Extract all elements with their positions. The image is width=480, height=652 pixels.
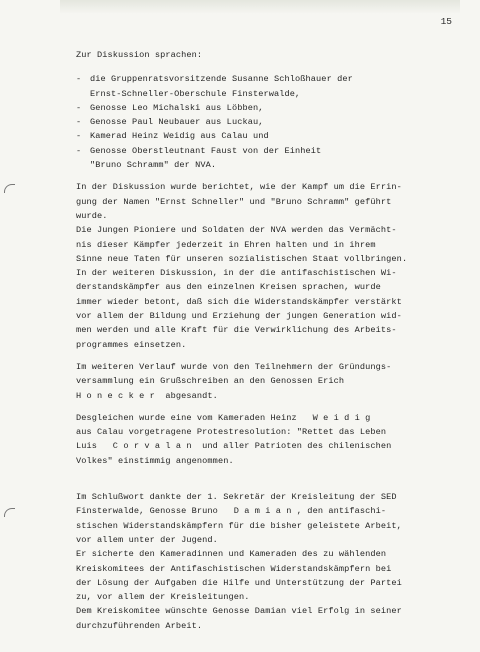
text-line: Dem Kreiskomitee wünschte Genosse Damian viel Erfolg in seiner <box>76 606 402 617</box>
text-line: Kreiskomitees der Antifaschistischen Widerstandskämpfern bei <box>76 563 392 574</box>
paragraph-greeting <box>76 360 456 403</box>
list-item: - die Gruppenratsvorsitzende Susanne Schloßhauer der <box>76 74 353 85</box>
text-line: men werden und alle Kraft für die Verwirklichung des Arbeits- <box>76 325 397 336</box>
paragraph-resolution <box>76 411 456 468</box>
text-line: vor allem unter der Jugend. <box>76 534 218 545</box>
text-line: In der Diskussion wurde berichtet, wie der Kampf um die Errin- <box>76 182 402 193</box>
text-line: Luis C o r v a l a n und aller Patrioten des chilenischen <box>76 441 392 452</box>
text-line: Im Schlußwort dankte der 1. Sekretär der Kreisleitung der SED <box>76 492 397 503</box>
text-line: Desgleichen wurde eine vom Kameraden Heinz W e i d i g <box>76 412 371 423</box>
paragraph-discussion <box>76 180 456 352</box>
text-line: versammlung ein Grußschreiben an den Genossen Erich <box>76 376 345 387</box>
list-item: - Genosse Leo Michalski aus Löbben, <box>76 102 264 113</box>
text-line: aus Calau vorgetragene Protestresolution: "Rettet das Leben <box>76 427 387 438</box>
text-line: durchzuführenden Arbeit. <box>76 620 203 631</box>
text-line: Im weiteren Verlauf wurde von den Teilnehmern der Gründungs- <box>76 361 392 372</box>
text-line: Er sicherte den Kameradinnen und Kameraden des zu wählenden <box>76 549 387 560</box>
text-line: Volkes" einstimmig angenommen. <box>76 455 234 466</box>
list-item: - Genosse Oberstleutnant Faust von der Einheit <box>76 145 322 156</box>
text-line: derstandskämpfer aus den einzelnen Kreisen sprachen, wurde <box>76 282 381 293</box>
punch-hole-mark <box>4 184 15 193</box>
paragraph-closing <box>76 490 456 633</box>
text-line: Die Jungen Pioniere und Soldaten der NVA werden das Vermächt- <box>76 225 397 236</box>
text-line: gung der Namen "Ernst Schneller" und "Bruno Schramm" geführt <box>76 196 392 207</box>
text-line: Sinne neue Taten für unseren sozialistischen Staat vollbringen. <box>76 253 408 264</box>
punch-hole-mark <box>4 508 15 517</box>
page-number: 15 <box>440 16 452 27</box>
text-line: wurde. <box>76 210 108 221</box>
text-line: vor allem der Bildung und Erziehung der jungen Generation wid- <box>76 311 402 322</box>
list-item: - Kamerad Heinz Weidig aus Calau und <box>76 131 269 142</box>
list-item: - Genosse Paul Neubauer aus Luckau, <box>76 117 264 128</box>
scan-edge-shading <box>60 0 460 14</box>
text-line: programmes einsetzen. <box>76 339 187 350</box>
text-line: H o n e c k e r abgesandt. <box>76 390 218 401</box>
speaker-list <box>76 72 456 172</box>
document-body <box>76 48 456 633</box>
text-line: zu, vor allem der Kreisleitungen. <box>76 592 250 603</box>
list-item-continuation: "Bruno Schramm" der NVA. <box>90 160 217 171</box>
text-line: nis dieser Kämpfer jederzeit in Ehren halten und in ihrem <box>76 239 376 250</box>
text-line: In der weiteren Diskussion, in der die antifaschistischen Wi- <box>76 268 397 279</box>
text-line: immer wieder betont, daß sich die Widerstandskämpfer verstärkt <box>76 296 402 307</box>
text-line: stischen Widerstandskämpfern für die bisher geleistete Arbeit, <box>76 520 402 531</box>
section-heading: Zur Diskussion sprachen: <box>76 50 203 60</box>
text-line: Finsterwalde, Genosse Bruno D a m i a n , den antifaschi- <box>76 506 387 517</box>
text-line: der Lösung der Aufgaben die Hilfe und Unterstützung der Partei <box>76 577 402 588</box>
list-item-continuation: Ernst-Schneller-Oberschule Finsterwalde, <box>90 88 301 99</box>
